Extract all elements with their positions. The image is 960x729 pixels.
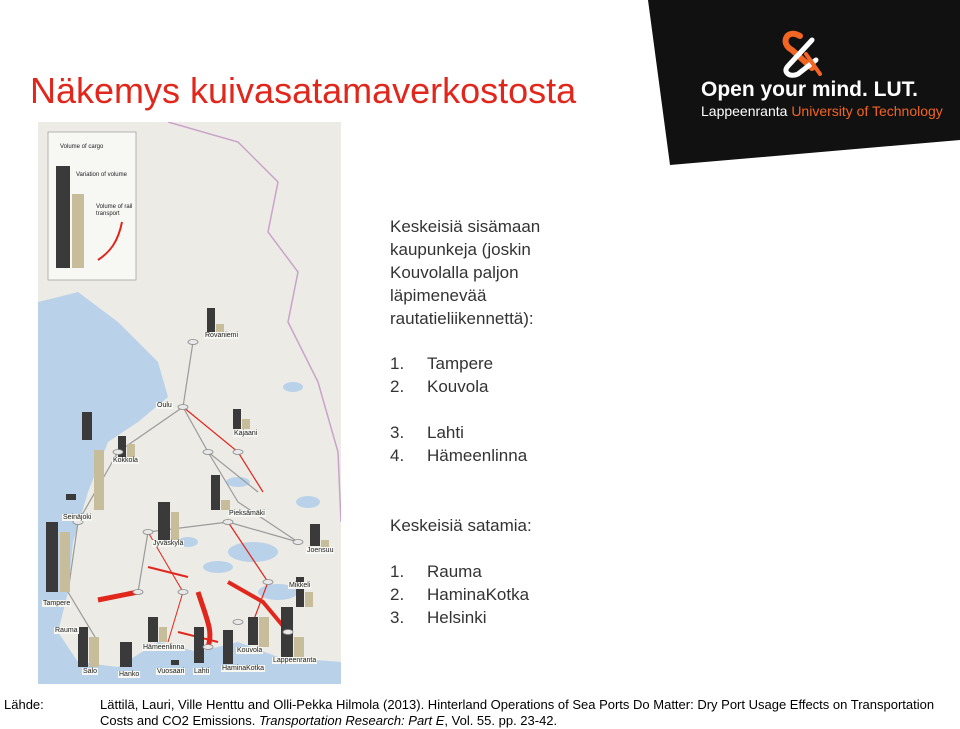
city-label-kajaani: Kajaani <box>234 430 258 437</box>
citation-text: Lättilä, Lauri, Ville Henttu and Olli-Pekka Hilmola (2013). Hinterland Operations of Sea Ports Do Matter: Dry Port Usage Effects on Transportation Costs and CO2 Emissions. <box>100 697 935 728</box>
source-citation <box>100 697 950 729</box>
legend-rail: Volume of rail transport <box>96 204 133 217</box>
ports-list <box>390 560 529 629</box>
city-label-oulu: Oulu <box>157 402 172 409</box>
city-label-jyvaskyla: Jyväskylä <box>153 540 184 547</box>
city-label-rovaniemi: Rovaniemi <box>205 332 239 339</box>
item-number: 2. <box>390 585 405 604</box>
legend-cargo: Volume of cargo <box>60 144 104 150</box>
item-text: Tampere <box>427 354 494 373</box>
logo-university <box>701 103 943 119</box>
item-text: Kouvola <box>427 377 489 396</box>
city-label-haminakotka: HaminaKotka <box>222 665 265 672</box>
citation-journal: Transportation Research: Part E <box>258 713 445 728</box>
list-item <box>390 606 529 629</box>
map-graphic <box>38 122 341 684</box>
list-item <box>390 375 527 398</box>
city-label-hanko: Hanko <box>119 671 140 678</box>
item-text: Hämeenlinna <box>427 446 528 465</box>
city-label-hameenlinna: Hämeenlinna <box>143 644 185 651</box>
item-text: Rauma <box>427 562 482 581</box>
city-label-lahti: Lahti <box>194 668 210 675</box>
inland-list <box>390 352 527 467</box>
city-label-mikkeli: Mikkeli <box>289 582 311 589</box>
city-label-kouvola: Kouvola <box>237 647 263 654</box>
city-label-rauma: Rauma <box>55 627 78 634</box>
city-label-kokkola: Kokkola <box>113 457 138 464</box>
list-item <box>390 444 527 467</box>
item-number: 2. <box>390 377 405 396</box>
city-label-lappeenranta: Lappeenranta <box>273 657 317 664</box>
item-number: 3. <box>390 608 405 627</box>
inland-heading: Keskeisiä sisämaan kaupunkeja (joskin Kouvolalla paljon läpimenevää rautatieliikennettä): <box>390 217 541 328</box>
lut-logo <box>640 0 960 165</box>
city-label-seinajoki: Seinäjoki <box>63 514 92 521</box>
list-item <box>390 352 527 375</box>
item-number: 3. <box>390 423 405 442</box>
item-number: 1. <box>390 354 405 373</box>
logo-university-city: Lappeenranta <box>701 103 792 119</box>
list-item <box>390 421 527 444</box>
city-label-joensuu: Joensuu <box>307 547 334 554</box>
item-text: HaminaKotka <box>427 585 530 604</box>
list-item <box>390 560 529 583</box>
item-number: 4. <box>390 446 405 465</box>
logo-university-name: University of Technology <box>791 103 943 119</box>
city-label-tampere: Tampere <box>43 600 71 607</box>
citation-tail: , Vol. 55. pp. 23-42. <box>444 713 558 728</box>
city-label-vuosaari: Vuosaari <box>157 668 185 675</box>
list-item <box>390 583 529 606</box>
item-text: Helsinki <box>427 608 487 627</box>
finland-map <box>38 122 341 684</box>
city-label-pieksamaki: Pieksämäki <box>229 510 265 517</box>
city-label-salo: Salo <box>83 668 98 675</box>
item-text: Lahti <box>427 423 464 442</box>
logo-slogan: Open your mind. LUT. <box>701 78 919 101</box>
ports-heading: Keskeisiä satamia: <box>390 516 532 535</box>
slide-title: Näkemys kuivasatamaverkostosta <box>30 70 577 111</box>
item-number: 1. <box>390 562 405 581</box>
legend-variation: Variation of volume <box>76 172 127 178</box>
source-label: Lähde: <box>4 697 44 712</box>
